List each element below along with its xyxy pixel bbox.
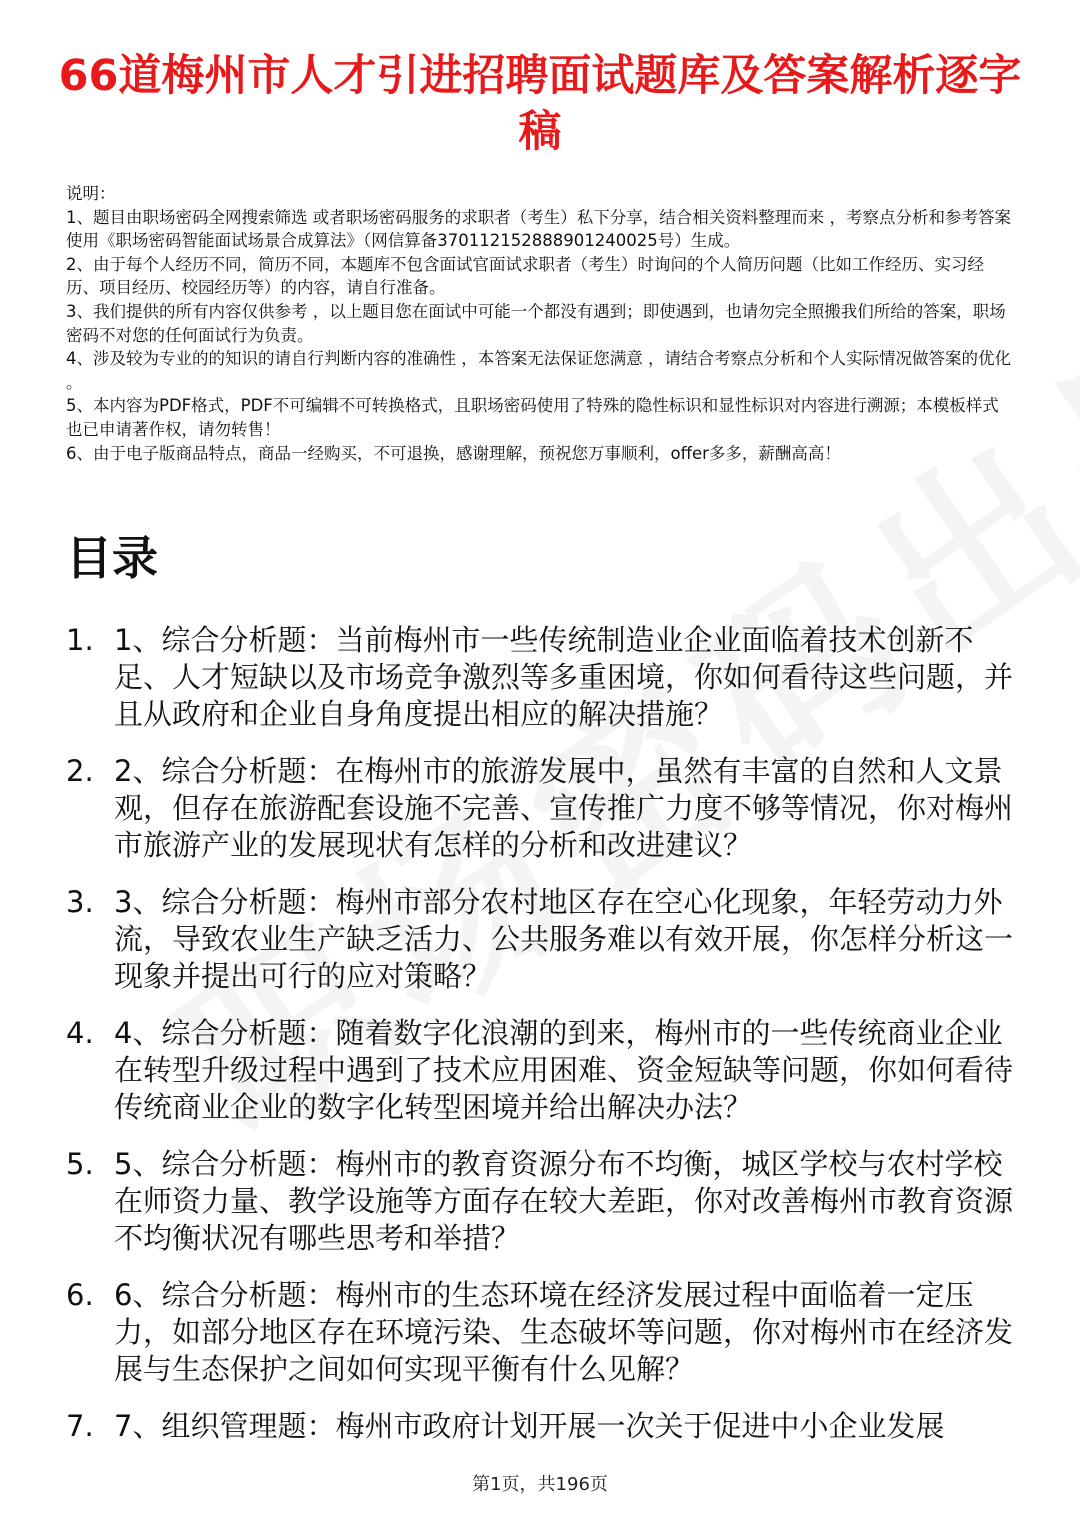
toc-item-number: 5.	[66, 1147, 94, 1181]
toc-item[interactable]	[66, 884, 1018, 995]
note-item: 3、我们提供的所有内容仅供参考 ，以上题目您在面试中可能一个都没有遇到；即使遇到，也请勿完全照搬我们所给的答案，职场密码不对您的任何面试行为负责。	[66, 301, 1006, 345]
toc-item-number: 2.	[66, 754, 94, 788]
toc-item-text: 1、综合分析题：当前梅州市一些传统制造业企业面临着技术创新不足、人才短缺以及市场竞争激烈等多重困境，你如何看待这些问题，并且从政府和企业自身角度提出相应的解决措施？	[114, 623, 1014, 731]
toc-item-text: 2、综合分析题：在梅州市的旅游发展中，虽然有丰富的自然和人文景观，但存在旅游配套设施不完善、宣传推广力度不够等情况，你对梅州市旅游产业的发展现状有怎样的分析和改进建议？	[114, 754, 1014, 862]
toc-list	[66, 622, 1018, 1465]
toc-item[interactable]	[66, 753, 1018, 864]
toc-heading: 目录	[66, 531, 158, 585]
toc-item-text: 4、综合分析题：随着数字化浪潮的到来，梅州市的一些传统商业企业在转型升级过程中遇到了技术应用困难、资金短缺等问题，你如何看待传统商业企业的数字化转型困境并给出解决办法？	[114, 1016, 1014, 1124]
toc-item-number: 3.	[66, 885, 94, 919]
page-footer: 第1页，共196页	[472, 1474, 608, 1495]
toc-item-number: 4.	[66, 1016, 94, 1050]
note-item: 6、由于电子版商品特点，商品一经购买，不可退换，感谢理解，预祝您万事顺利，offer多多，薪酬高高！	[66, 443, 841, 463]
toc-item-text: 3、综合分析题：梅州市部分农村地区存在空心化现象，年轻劳动力外流，导致农业生产缺乏活力、公共服务难以有效开展，你怎样分析这一现象并提出可行的应对策略？	[114, 885, 1014, 993]
note-item: 1、题目由职场密码全网搜索筛选 或者职场密码服务的求职者（考生）私下分享，结合相关资料整理而来 ，考察点分析和参考答案使用《职场密码智能面试场景合成算法》（网信算备370112152888901240025号）生成。	[66, 207, 1011, 251]
note-item: 4、涉及较为专业的的知识的请自行判断内容的准确性 ，本答案无法保证您满意 ，请结合考察点分析和个人实际情况做答案的优化 。	[66, 349, 1011, 392]
notes-section	[66, 182, 1014, 465]
toc-item-number: 6.	[66, 1278, 94, 1312]
note-item: 2、由于每个人经历不同，简历不同，本题库不包含面试官面试求职者（考生）时询问的个人简历问题（比如工作经历、实习经历、项目经历、校园经历等）的内容，请自行准备。	[66, 254, 984, 298]
toc-item-number: 1.	[66, 623, 94, 657]
toc-item[interactable]	[66, 622, 1018, 733]
toc-item-text: 6、综合分析题：梅州市的生态环境在经济发展过程中面临着一定压力，如部分地区存在环境污染、生态破坏等问题，你对梅州市在经济发展与生态保护之间如何实现平衡有什么见解？	[114, 1278, 1014, 1386]
note-item: 5、本内容为PDF格式，PDF不可编辑不可转换格式，且职场密码使用了特殊的隐性标识和显性标识对内容进行溯源；本模板样式也已申请著作权，请勿转售！	[66, 396, 999, 439]
toc-item[interactable]	[66, 1408, 1018, 1445]
toc-item-text: 7、组织管理题：梅州市政府计划开展一次关于促进中小企业发展	[114, 1409, 945, 1443]
toc-item[interactable]	[66, 1015, 1018, 1126]
toc-item[interactable]	[66, 1146, 1018, 1257]
document-title: 66道梅州市人才引进招聘面试题库及答案解析逐字稿	[58, 51, 1022, 157]
toc-item-text: 5、综合分析题：梅州市的教育资源分布不均衡，城区学校与农村学校在师资力量、教学设施等方面存在较大差距，你对改善梅州市教育资源不均衡状况有哪些思考和举措？	[114, 1147, 1014, 1255]
notes-heading: 说明：	[66, 184, 116, 203]
toc-item-number: 7.	[66, 1409, 94, 1443]
toc-item[interactable]	[66, 1277, 1018, 1388]
